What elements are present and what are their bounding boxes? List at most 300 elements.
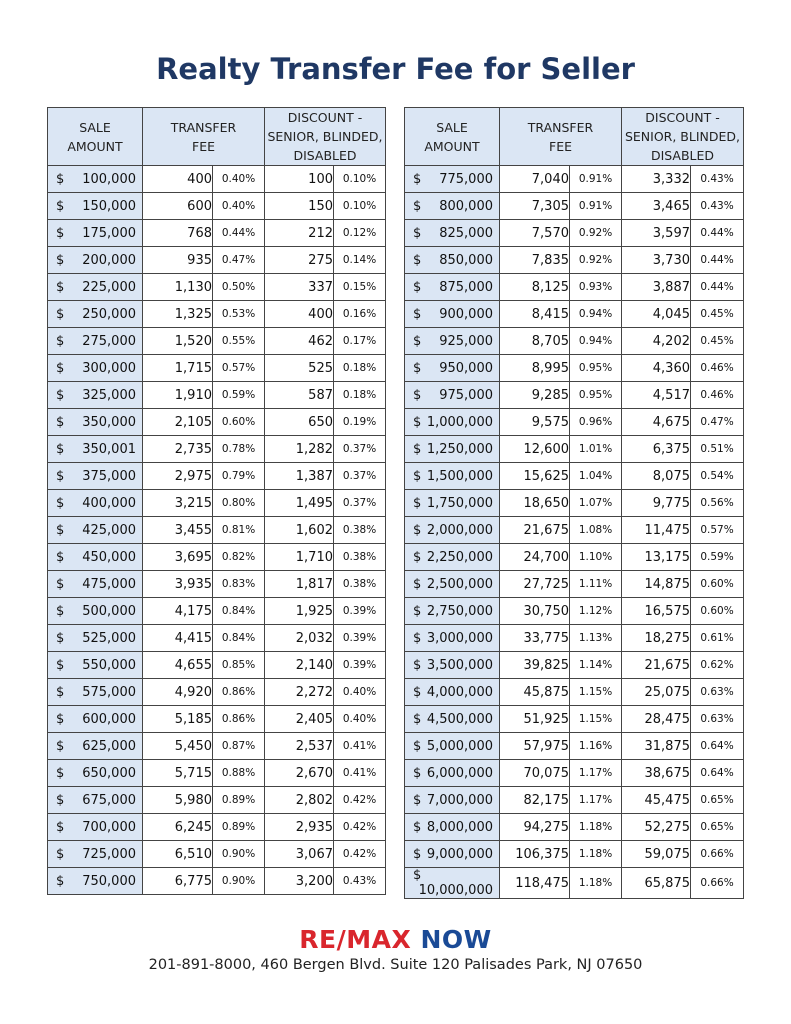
sale-amount-value: 2,500,000 — [426, 576, 493, 592]
transfer-fee-cell: 82,175 — [500, 787, 570, 814]
transfer-fee-cell: 7,835 — [500, 247, 570, 274]
transfer-fee-pct-cell: 0.88% — [213, 760, 265, 787]
transfer-fee-cell: 3,455 — [143, 517, 213, 544]
logo-remax-text: RE/MAX — [299, 925, 412, 954]
discount-fee-pct-cell: 0.38% — [334, 517, 386, 544]
sale-amount-cell — [405, 274, 500, 301]
discount-fee-cell: 462 — [265, 328, 334, 355]
discount-fee-cell: 13,175 — [622, 544, 691, 571]
currency-symbol: $ — [56, 846, 65, 862]
discount-fee-pct-cell: 0.40% — [334, 706, 386, 733]
transfer-fee-pct-cell: 1.14% — [570, 652, 622, 679]
transfer-fee-cell: 27,725 — [500, 571, 570, 598]
table-body-left — [48, 166, 386, 895]
discount-fee-pct-cell: 0.45% — [691, 301, 744, 328]
transfer-fee-pct-cell: 0.85% — [213, 652, 265, 679]
transfer-fee-pct-cell: 0.81% — [213, 517, 265, 544]
table-row — [48, 841, 386, 868]
sale-amount-value: 8,000,000 — [426, 819, 493, 835]
table-row — [405, 544, 744, 571]
transfer-fee-pct-cell: 0.92% — [570, 247, 622, 274]
discount-fee-cell: 1,817 — [265, 571, 334, 598]
transfer-fee-cell: 2,735 — [143, 436, 213, 463]
sale-amount-cell — [48, 220, 143, 247]
currency-symbol: $ — [413, 846, 422, 862]
currency-symbol: $ — [413, 387, 422, 403]
transfer-fee-pct-cell: 0.91% — [570, 166, 622, 193]
sale-amount-value: 9,000,000 — [426, 846, 493, 862]
table-row — [48, 193, 386, 220]
transfer-fee-pct-cell: 1.10% — [570, 544, 622, 571]
sale-amount-cell — [48, 409, 143, 436]
transfer-fee-pct-cell: 0.92% — [570, 220, 622, 247]
transfer-fee-pct-cell: 1.07% — [570, 490, 622, 517]
fee-table-right — [404, 107, 744, 899]
sale-amount-value: 675,000 — [82, 792, 136, 808]
transfer-fee-pct-cell: 0.96% — [570, 409, 622, 436]
discount-fee-cell: 16,575 — [622, 598, 691, 625]
sale-amount-value: 1,500,000 — [426, 468, 493, 484]
transfer-fee-cell: 33,775 — [500, 625, 570, 652]
discount-fee-cell: 525 — [265, 355, 334, 382]
discount-fee-cell: 2,272 — [265, 679, 334, 706]
discount-fee-pct-cell: 0.44% — [691, 220, 744, 247]
transfer-fee-cell: 8,415 — [500, 301, 570, 328]
discount-fee-cell: 52,275 — [622, 814, 691, 841]
discount-fee-cell: 3,597 — [622, 220, 691, 247]
transfer-fee-cell: 6,510 — [143, 841, 213, 868]
transfer-fee-pct-cell: 1.18% — [570, 841, 622, 868]
sale-amount-value: 425,000 — [82, 522, 136, 538]
header-sale-amount: SALE AMOUNT — [405, 108, 500, 166]
discount-fee-cell: 31,875 — [622, 733, 691, 760]
currency-symbol: $ — [413, 468, 422, 484]
currency-symbol: $ — [56, 333, 65, 349]
table-row — [405, 517, 744, 544]
transfer-fee-pct-cell: 0.47% — [213, 247, 265, 274]
discount-fee-cell: 3,332 — [622, 166, 691, 193]
table-row — [405, 220, 744, 247]
table-row — [405, 328, 744, 355]
currency-symbol: $ — [413, 792, 422, 808]
sale-amount-cell — [405, 301, 500, 328]
sale-amount-value: 750,000 — [82, 873, 136, 889]
discount-fee-cell: 9,775 — [622, 490, 691, 517]
transfer-fee-pct-cell: 1.15% — [570, 679, 622, 706]
sale-amount-value: 850,000 — [439, 252, 493, 268]
table-row — [48, 463, 386, 490]
discount-fee-pct-cell: 0.39% — [334, 652, 386, 679]
discount-fee-cell: 4,360 — [622, 355, 691, 382]
currency-symbol: $ — [413, 549, 422, 565]
sale-amount-value: 600,000 — [82, 711, 136, 727]
discount-fee-pct-cell: 0.42% — [334, 814, 386, 841]
sale-amount-value: 2,250,000 — [426, 549, 493, 565]
table-row — [48, 436, 386, 463]
transfer-fee-pct-cell: 1.12% — [570, 598, 622, 625]
sale-amount-cell — [48, 814, 143, 841]
discount-fee-pct-cell: 0.14% — [334, 247, 386, 274]
discount-fee-cell: 587 — [265, 382, 334, 409]
transfer-fee-cell: 94,275 — [500, 814, 570, 841]
table-row — [405, 274, 744, 301]
transfer-fee-pct-cell: 0.55% — [213, 328, 265, 355]
discount-fee-pct-cell: 0.43% — [691, 166, 744, 193]
sale-amount-value: 350,000 — [82, 414, 136, 430]
transfer-fee-cell: 8,125 — [500, 274, 570, 301]
currency-symbol: $ — [56, 306, 65, 322]
transfer-fee-pct-cell: 0.91% — [570, 193, 622, 220]
sale-amount-value: 875,000 — [439, 279, 493, 295]
transfer-fee-cell: 57,975 — [500, 733, 570, 760]
transfer-fee-pct-cell: 0.44% — [213, 220, 265, 247]
discount-fee-pct-cell: 0.18% — [334, 355, 386, 382]
sale-amount-value: 1,250,000 — [426, 441, 493, 457]
sale-amount-cell — [405, 463, 500, 490]
discount-fee-pct-cell: 0.42% — [334, 841, 386, 868]
transfer-fee-cell: 8,995 — [500, 355, 570, 382]
sale-amount-value: 1,750,000 — [426, 495, 493, 511]
sale-amount-value: 825,000 — [439, 225, 493, 241]
discount-fee-cell: 275 — [265, 247, 334, 274]
sale-amount-value: 4,000,000 — [426, 684, 493, 700]
discount-fee-pct-cell: 0.43% — [691, 193, 744, 220]
discount-fee-pct-cell: 0.62% — [691, 652, 744, 679]
discount-fee-cell: 65,875 — [622, 868, 691, 899]
transfer-fee-cell: 1,520 — [143, 328, 213, 355]
transfer-fee-pct-cell: 1.11% — [570, 571, 622, 598]
discount-fee-pct-cell: 0.65% — [691, 787, 744, 814]
discount-fee-pct-cell: 0.60% — [691, 571, 744, 598]
transfer-fee-pct-cell: 0.40% — [213, 166, 265, 193]
sale-amount-cell — [405, 544, 500, 571]
transfer-fee-pct-cell: 0.80% — [213, 490, 265, 517]
discount-fee-pct-cell: 0.41% — [334, 760, 386, 787]
discount-fee-pct-cell: 0.54% — [691, 463, 744, 490]
sale-amount-cell — [48, 328, 143, 355]
transfer-fee-cell: 600 — [143, 193, 213, 220]
sale-amount-value: 3,000,000 — [426, 630, 493, 646]
transfer-fee-pct-cell: 1.15% — [570, 706, 622, 733]
discount-fee-pct-cell: 0.63% — [691, 706, 744, 733]
transfer-fee-pct-cell: 0.82% — [213, 544, 265, 571]
discount-fee-pct-cell: 0.19% — [334, 409, 386, 436]
sale-amount-value: 6,000,000 — [426, 765, 493, 781]
discount-fee-cell: 650 — [265, 409, 334, 436]
currency-symbol: $ — [56, 603, 65, 619]
discount-fee-pct-cell: 0.56% — [691, 490, 744, 517]
sale-amount-cell — [48, 787, 143, 814]
discount-fee-cell: 2,670 — [265, 760, 334, 787]
discount-fee-pct-cell: 0.64% — [691, 733, 744, 760]
sale-amount-value: 950,000 — [439, 360, 493, 376]
sale-amount-value: 975,000 — [439, 387, 493, 403]
sale-amount-cell — [48, 625, 143, 652]
transfer-fee-cell: 3,935 — [143, 571, 213, 598]
transfer-fee-pct-cell: 0.86% — [213, 679, 265, 706]
sale-amount-cell — [405, 571, 500, 598]
discount-fee-pct-cell: 0.42% — [334, 787, 386, 814]
sale-amount-cell — [48, 841, 143, 868]
sale-amount-value: 225,000 — [82, 279, 136, 295]
table-row — [405, 301, 744, 328]
sale-amount-cell — [405, 490, 500, 517]
table-row — [48, 490, 386, 517]
sale-amount-cell — [405, 679, 500, 706]
sale-amount-cell — [405, 193, 500, 220]
sale-amount-value: 450,000 — [82, 549, 136, 565]
transfer-fee-pct-cell: 0.87% — [213, 733, 265, 760]
fee-table-left — [47, 107, 386, 895]
transfer-fee-cell: 18,650 — [500, 490, 570, 517]
currency-symbol: $ — [56, 441, 65, 457]
transfer-fee-pct-cell: 0.95% — [570, 382, 622, 409]
table-row — [48, 733, 386, 760]
discount-fee-pct-cell: 0.44% — [691, 247, 744, 274]
sale-amount-cell — [48, 382, 143, 409]
discount-fee-cell: 2,032 — [265, 625, 334, 652]
sale-amount-value: 325,000 — [82, 387, 136, 403]
sale-amount-value: 900,000 — [439, 306, 493, 322]
sale-amount-cell — [405, 166, 500, 193]
currency-symbol: $ — [413, 252, 422, 268]
currency-symbol: $ — [56, 684, 65, 700]
discount-fee-pct-cell: 0.38% — [334, 544, 386, 571]
transfer-fee-cell: 70,075 — [500, 760, 570, 787]
sale-amount-value: 1,000,000 — [426, 414, 493, 430]
currency-symbol: $ — [56, 198, 65, 214]
discount-fee-pct-cell: 0.15% — [334, 274, 386, 301]
sale-amount-cell — [48, 517, 143, 544]
discount-fee-pct-cell: 0.17% — [334, 328, 386, 355]
discount-fee-cell: 21,675 — [622, 652, 691, 679]
discount-fee-cell: 337 — [265, 274, 334, 301]
currency-symbol: $ — [56, 360, 65, 376]
table-row — [405, 706, 744, 733]
currency-symbol: $ — [56, 657, 65, 673]
sale-amount-cell — [48, 706, 143, 733]
discount-fee-pct-cell: 0.43% — [334, 868, 386, 895]
transfer-fee-pct-cell: 1.17% — [570, 787, 622, 814]
discount-fee-cell: 1,710 — [265, 544, 334, 571]
discount-fee-pct-cell: 0.59% — [691, 544, 744, 571]
currency-symbol: $ — [413, 441, 422, 457]
header-discount: DISCOUNT - SENIOR, BLINDED, DISABLED — [265, 108, 386, 166]
logo-now-text: NOW — [420, 925, 492, 954]
transfer-fee-cell: 9,575 — [500, 409, 570, 436]
transfer-fee-cell: 7,305 — [500, 193, 570, 220]
table-row — [48, 328, 386, 355]
transfer-fee-cell: 39,825 — [500, 652, 570, 679]
table-row — [48, 814, 386, 841]
transfer-fee-cell: 4,655 — [143, 652, 213, 679]
discount-fee-pct-cell: 0.10% — [334, 193, 386, 220]
sale-amount-cell — [48, 301, 143, 328]
currency-symbol: $ — [56, 792, 65, 808]
discount-fee-cell: 1,387 — [265, 463, 334, 490]
sale-amount-cell — [48, 355, 143, 382]
table-row — [405, 733, 744, 760]
transfer-fee-pct-cell: 1.16% — [570, 733, 622, 760]
discount-fee-pct-cell: 0.44% — [691, 274, 744, 301]
transfer-fee-cell: 3,215 — [143, 490, 213, 517]
currency-symbol: $ — [56, 873, 65, 889]
sale-amount-value: 475,000 — [82, 576, 136, 592]
sale-amount-value: 275,000 — [82, 333, 136, 349]
sale-amount-cell — [48, 544, 143, 571]
table-row — [48, 625, 386, 652]
transfer-fee-pct-cell: 0.53% — [213, 301, 265, 328]
currency-symbol: $ — [56, 576, 65, 592]
transfer-fee-cell: 1,910 — [143, 382, 213, 409]
table-row — [48, 301, 386, 328]
transfer-fee-pct-cell: 1.18% — [570, 814, 622, 841]
transfer-fee-cell: 5,980 — [143, 787, 213, 814]
discount-fee-cell: 2,405 — [265, 706, 334, 733]
transfer-fee-cell: 935 — [143, 247, 213, 274]
discount-fee-cell: 2,140 — [265, 652, 334, 679]
transfer-fee-pct-cell: 0.94% — [570, 328, 622, 355]
currency-symbol: $ — [413, 738, 422, 754]
transfer-fee-cell: 21,675 — [500, 517, 570, 544]
transfer-fee-cell: 1,325 — [143, 301, 213, 328]
discount-fee-cell: 1,925 — [265, 598, 334, 625]
sale-amount-cell — [405, 868, 500, 899]
currency-symbol: $ — [413, 198, 422, 214]
header-transfer-fee: TRANSFER FEE — [143, 108, 265, 166]
transfer-fee-pct-cell: 0.50% — [213, 274, 265, 301]
sale-amount-cell — [48, 571, 143, 598]
discount-fee-pct-cell: 0.12% — [334, 220, 386, 247]
currency-symbol: $ — [413, 225, 422, 241]
table-header-row — [405, 108, 744, 166]
transfer-fee-pct-cell: 0.59% — [213, 382, 265, 409]
table-row — [48, 787, 386, 814]
sale-amount-cell — [405, 598, 500, 625]
sale-amount-cell — [405, 328, 500, 355]
sale-amount-cell — [405, 247, 500, 274]
discount-fee-pct-cell: 0.45% — [691, 328, 744, 355]
sale-amount-cell — [48, 868, 143, 895]
currency-symbol: $ — [56, 171, 65, 187]
sale-amount-value: 800,000 — [439, 198, 493, 214]
sale-amount-value: 550,000 — [82, 657, 136, 673]
sale-amount-value: 575,000 — [82, 684, 136, 700]
transfer-fee-pct-cell: 0.57% — [213, 355, 265, 382]
table-row — [48, 382, 386, 409]
discount-fee-pct-cell: 0.60% — [691, 598, 744, 625]
sale-amount-cell — [48, 760, 143, 787]
header-discount: DISCOUNT - SENIOR, BLINDED, DISABLED — [622, 108, 744, 166]
currency-symbol: $ — [56, 738, 65, 754]
table-row — [48, 409, 386, 436]
sale-amount-value: 525,000 — [82, 630, 136, 646]
sale-amount-value: 650,000 — [82, 765, 136, 781]
table-row — [405, 787, 744, 814]
table-row — [405, 760, 744, 787]
transfer-fee-pct-cell: 1.04% — [570, 463, 622, 490]
transfer-fee-cell: 106,375 — [500, 841, 570, 868]
discount-fee-pct-cell: 0.37% — [334, 436, 386, 463]
transfer-fee-pct-cell: 1.08% — [570, 517, 622, 544]
table-row — [48, 166, 386, 193]
discount-fee-cell: 8,075 — [622, 463, 691, 490]
currency-symbol: $ — [413, 171, 422, 187]
sale-amount-cell — [48, 652, 143, 679]
currency-symbol: $ — [413, 522, 422, 538]
sale-amount-cell — [405, 517, 500, 544]
discount-fee-cell: 3,067 — [265, 841, 334, 868]
table-row — [405, 436, 744, 463]
transfer-fee-pct-cell: 1.01% — [570, 436, 622, 463]
transfer-fee-cell: 6,245 — [143, 814, 213, 841]
sale-amount-cell — [48, 733, 143, 760]
transfer-fee-cell: 1,715 — [143, 355, 213, 382]
transfer-fee-pct-cell: 0.89% — [213, 787, 265, 814]
discount-fee-pct-cell: 0.46% — [691, 355, 744, 382]
table-row — [48, 652, 386, 679]
currency-symbol: $ — [56, 522, 65, 538]
sale-amount-cell — [48, 598, 143, 625]
transfer-fee-cell: 5,450 — [143, 733, 213, 760]
table-row — [405, 409, 744, 436]
currency-symbol: $ — [413, 495, 422, 511]
transfer-fee-pct-cell: 0.84% — [213, 625, 265, 652]
discount-fee-pct-cell: 0.40% — [334, 679, 386, 706]
table-row — [48, 274, 386, 301]
sale-amount-value: 700,000 — [82, 819, 136, 835]
transfer-fee-cell: 1,130 — [143, 274, 213, 301]
discount-fee-pct-cell: 0.37% — [334, 463, 386, 490]
discount-fee-pct-cell: 0.57% — [691, 517, 744, 544]
sale-amount-cell — [48, 193, 143, 220]
transfer-fee-pct-cell: 1.13% — [570, 625, 622, 652]
header-transfer-fee: TRANSFER FEE — [500, 108, 622, 166]
table-row — [405, 166, 744, 193]
currency-symbol: $ — [56, 549, 65, 565]
table-header-row — [48, 108, 386, 166]
table-row — [48, 571, 386, 598]
sale-amount-value: 4,500,000 — [426, 711, 493, 727]
discount-fee-pct-cell: 0.66% — [691, 841, 744, 868]
transfer-fee-cell: 118,475 — [500, 868, 570, 899]
table-row — [405, 841, 744, 868]
currency-symbol: $ — [56, 414, 65, 430]
table-row — [405, 679, 744, 706]
discount-fee-pct-cell: 0.38% — [334, 571, 386, 598]
transfer-fee-cell: 5,185 — [143, 706, 213, 733]
discount-fee-cell: 38,675 — [622, 760, 691, 787]
discount-fee-cell: 3,730 — [622, 247, 691, 274]
discount-fee-pct-cell: 0.61% — [691, 625, 744, 652]
transfer-fee-cell: 2,975 — [143, 463, 213, 490]
transfer-fee-cell: 45,875 — [500, 679, 570, 706]
sale-amount-value: 500,000 — [82, 603, 136, 619]
sale-amount-cell — [48, 679, 143, 706]
discount-fee-cell: 150 — [265, 193, 334, 220]
sale-amount-value: 2,750,000 — [426, 603, 493, 619]
table-row — [405, 463, 744, 490]
sale-amount-cell — [405, 436, 500, 463]
discount-fee-pct-cell: 0.66% — [691, 868, 744, 899]
discount-fee-cell: 25,075 — [622, 679, 691, 706]
sale-amount-cell — [405, 382, 500, 409]
transfer-fee-cell: 9,285 — [500, 382, 570, 409]
sale-amount-value: 2,000,000 — [426, 522, 493, 538]
currency-symbol: $ — [56, 387, 65, 403]
currency-symbol: $ — [56, 630, 65, 646]
currency-symbol: $ — [413, 576, 422, 592]
